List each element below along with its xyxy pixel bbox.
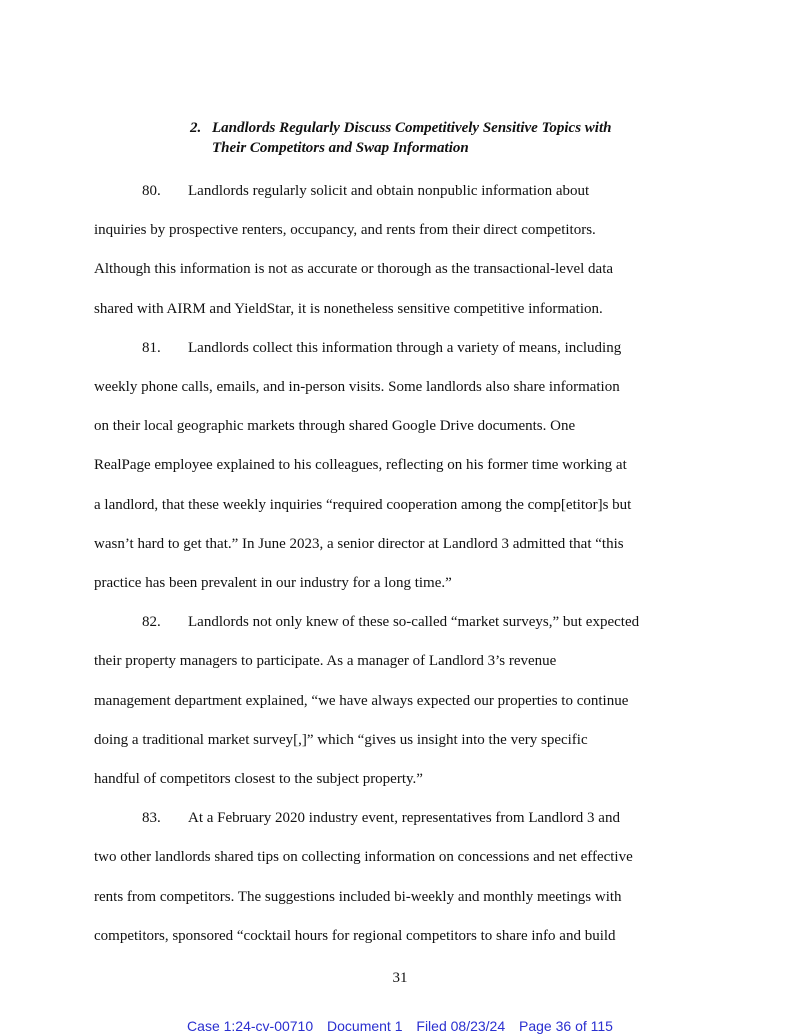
section-number: 2. [190,120,202,136]
paragraph-line: rents from competitors. The suggestions included bi-weekly and monthly meetings with [94,888,622,905]
filed-date: Filed 08/23/24 [416,1018,506,1034]
paragraph-line: 83. At a February 2020 industry event, representatives from Landlord 3 and [94,799,710,838]
paragraph-number: 81. [142,339,161,356]
paragraph-number: 80. [142,183,161,199]
body-text [94,172,710,956]
page-number: 31 [392,970,408,986]
paragraph-line: inquiries by prospective renters, occupancy, and rents from their direct competitors. [94,222,596,239]
section-heading [190,119,730,158]
paragraph-line: management department explained, “we have always expected our properties to continue [94,692,629,709]
paragraph-line: 80. Landlords regularly solicit and obtain nonpublic information about [94,172,710,211]
document-number: Document 1 [327,1018,403,1034]
paragraph-line: their property managers to participate. As a manager of Landlord 3’s revenue [94,653,557,670]
case-footer [0,1018,800,1034]
section-heading-line-1: Landlords Regularly Discuss Competitively Sensitive Topics with [212,120,612,136]
section-heading-line-2: Their Competitors and Swap Information [212,139,469,156]
paragraph-number: 82. [142,614,161,631]
paragraph-line: weekly phone calls, emails, and in-person visits. Some landlords also share information [94,379,620,396]
paragraph-80 [94,172,710,329]
paragraph-line: on their local geographic markets through shared Google Drive documents. One [94,418,576,435]
paragraph-line: RealPage employee explained to his colleagues, reflecting on his former time working at [94,457,627,474]
paragraph-line: practice has been prevalent in our industry for a long time.” [94,575,452,592]
paragraph-number: 83. [142,810,161,827]
paragraph-81 [94,329,710,603]
paragraph-line: shared with AIRM and YieldStar, it is nonetheless sensitive competitive information. [94,300,603,317]
case-number: Case 1:24-cv-00710 [187,1018,314,1034]
paragraph-82 [94,603,710,799]
paragraph-83 [94,799,710,956]
paragraph-line: Although this information is not as accurate or thorough as the transactional-level data [94,261,614,278]
paragraph-line: 82. Landlords not only knew of these so-called “market surveys,” but expected [94,603,710,642]
paragraph-line: wasn’t hard to get that.” In June 2023, a senior director at Landlord 3 admitted that “this [94,535,624,552]
paragraph-line: a landlord, that these weekly inquiries “required cooperation among the comp[etitor]s but [94,496,632,513]
paragraph-line: competitors, sponsored “cocktail hours for regional competitors to share info and build [94,927,616,944]
paragraph-line: doing a traditional market survey[,]” which “gives us insight into the very specific [94,731,588,748]
paragraph-line: two other landlords shared tips on collecting information on concessions and net effective [94,849,633,866]
paragraph-line: handful of competitors closest to the subject property.” [94,771,423,788]
paragraph-line: 81. Landlords collect this information through a variety of means, including [94,329,710,368]
page-count: Page 36 of 115 [519,1018,613,1034]
